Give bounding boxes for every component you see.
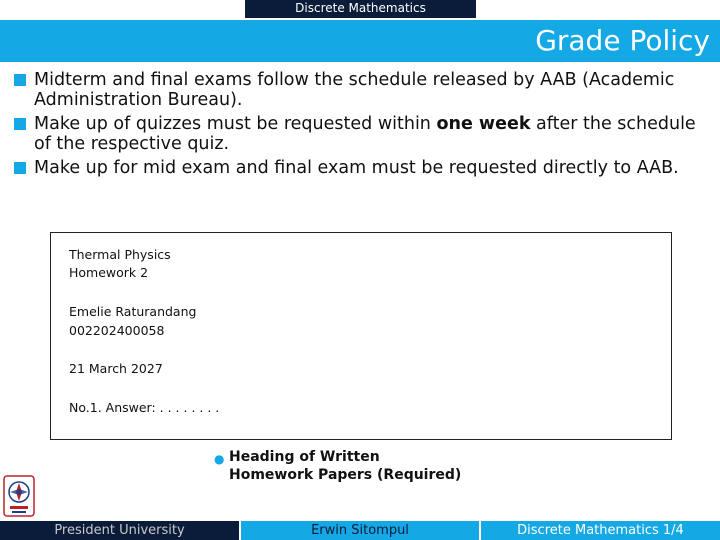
paper-student-id: 002202400058 [69,323,165,338]
footer-left [0,521,239,540]
footer-middle [241,521,479,540]
bullet-item [14,114,714,154]
footer-author: Erwin Sitompul [311,523,409,538]
bullet-text: Midterm and final exams follow the schedule released by AAB (Academic Administration Bureau). [34,70,675,110]
paper-course: Thermal Physics [69,247,171,262]
bullet-item [14,70,714,110]
bullet-text-post: after the schedule of the respective quiz. [34,114,696,154]
university-logo-icon [2,474,36,518]
caption-line-1: Heading of Written [229,449,380,465]
bullet-text-pre: Make up of quizzes must be requested within [34,114,437,134]
square-bullet-icon [14,74,26,86]
footer-institution: President University [54,523,185,538]
caption-line-2: Homework Papers (Required) [229,467,462,483]
paper-answer: No.1. Answer: . . . . . . . . [69,400,220,415]
footer-page: Discrete Mathematics 1/4 [517,523,684,538]
bullet-text-bold: one week [436,114,531,134]
slide-title: Grade Policy [535,24,710,57]
bullet-item [14,158,714,178]
paper-assignment: Homework 2 [69,265,149,280]
homework-heading-example [50,232,672,440]
paper-date: 21 March 2027 [69,361,163,376]
paper-student-name: Emelie Raturandang [69,304,197,319]
bullet-text: Make up for mid exam and final exam must be requested directly to AAB. [34,158,679,178]
bullet-list [14,70,714,182]
footer-right [481,521,720,540]
circle-bullet-icon: ● [214,452,225,466]
course-header: Discrete Mathematics [295,1,426,15]
square-bullet-icon [14,162,26,174]
footer [0,521,720,540]
square-bullet-icon [14,118,26,130]
caption-text [229,448,469,484]
